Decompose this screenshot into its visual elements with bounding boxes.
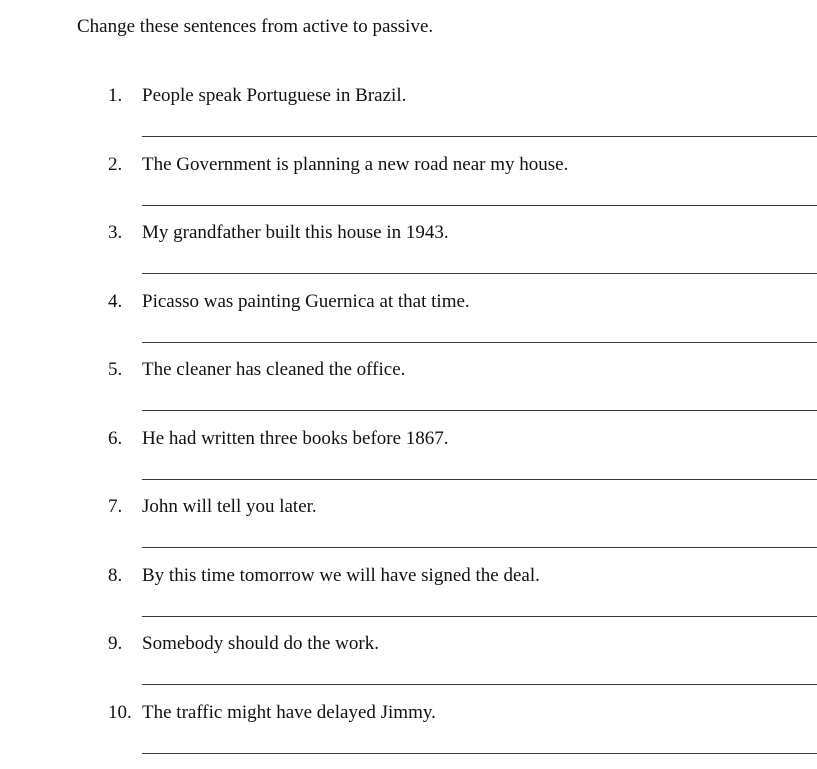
item-sentence: The cleaner has cleaned the office. (142, 358, 405, 382)
item-sentence: People speak Portuguese in Brazil. (142, 84, 406, 108)
item-sentence: Picasso was painting Guernica at that time. (142, 290, 470, 314)
item-sentence: He had written three books before 1867. (142, 427, 449, 451)
item-number: 4. (108, 290, 122, 314)
item-sentence: The Government is planning a new road near my house. (142, 153, 568, 177)
item-sentence: Somebody should do the work. (142, 632, 379, 656)
item-number: 2. (108, 153, 122, 177)
exercise-item (0, 221, 817, 290)
exercise-item (0, 358, 817, 427)
answer-line (142, 410, 817, 411)
item-number: 5. (108, 358, 122, 382)
answer-line (142, 479, 817, 480)
answer-line (142, 136, 817, 137)
item-sentence: By this time tomorrow we will have signed the deal. (142, 564, 540, 588)
exercise-list (0, 84, 817, 769)
answer-line (142, 753, 817, 754)
exercise-item (0, 701, 817, 769)
answer-line (142, 273, 817, 274)
instruction-text: Change these sentences from active to passive. (77, 15, 433, 39)
answer-line (142, 205, 817, 206)
item-number: 9. (108, 632, 122, 656)
answer-line (142, 342, 817, 343)
answer-line (142, 616, 817, 617)
item-sentence: My grandfather built this house in 1943. (142, 221, 449, 245)
exercise-item (0, 564, 817, 633)
exercise-item (0, 495, 817, 564)
item-number: 3. (108, 221, 122, 245)
answer-line (142, 547, 817, 548)
answer-line (142, 684, 817, 685)
item-number: 7. (108, 495, 122, 519)
exercise-item (0, 153, 817, 222)
exercise-item (0, 84, 817, 153)
exercise-item (0, 290, 817, 359)
item-number: 1. (108, 84, 122, 108)
item-sentence: John will tell you later. (142, 495, 317, 519)
exercise-item (0, 427, 817, 496)
item-number: 8. (108, 564, 122, 588)
item-sentence: The traffic might have delayed Jimmy. (142, 701, 436, 725)
exercise-item (0, 632, 817, 701)
item-number: 6. (108, 427, 122, 451)
item-number: 10. (108, 701, 132, 725)
